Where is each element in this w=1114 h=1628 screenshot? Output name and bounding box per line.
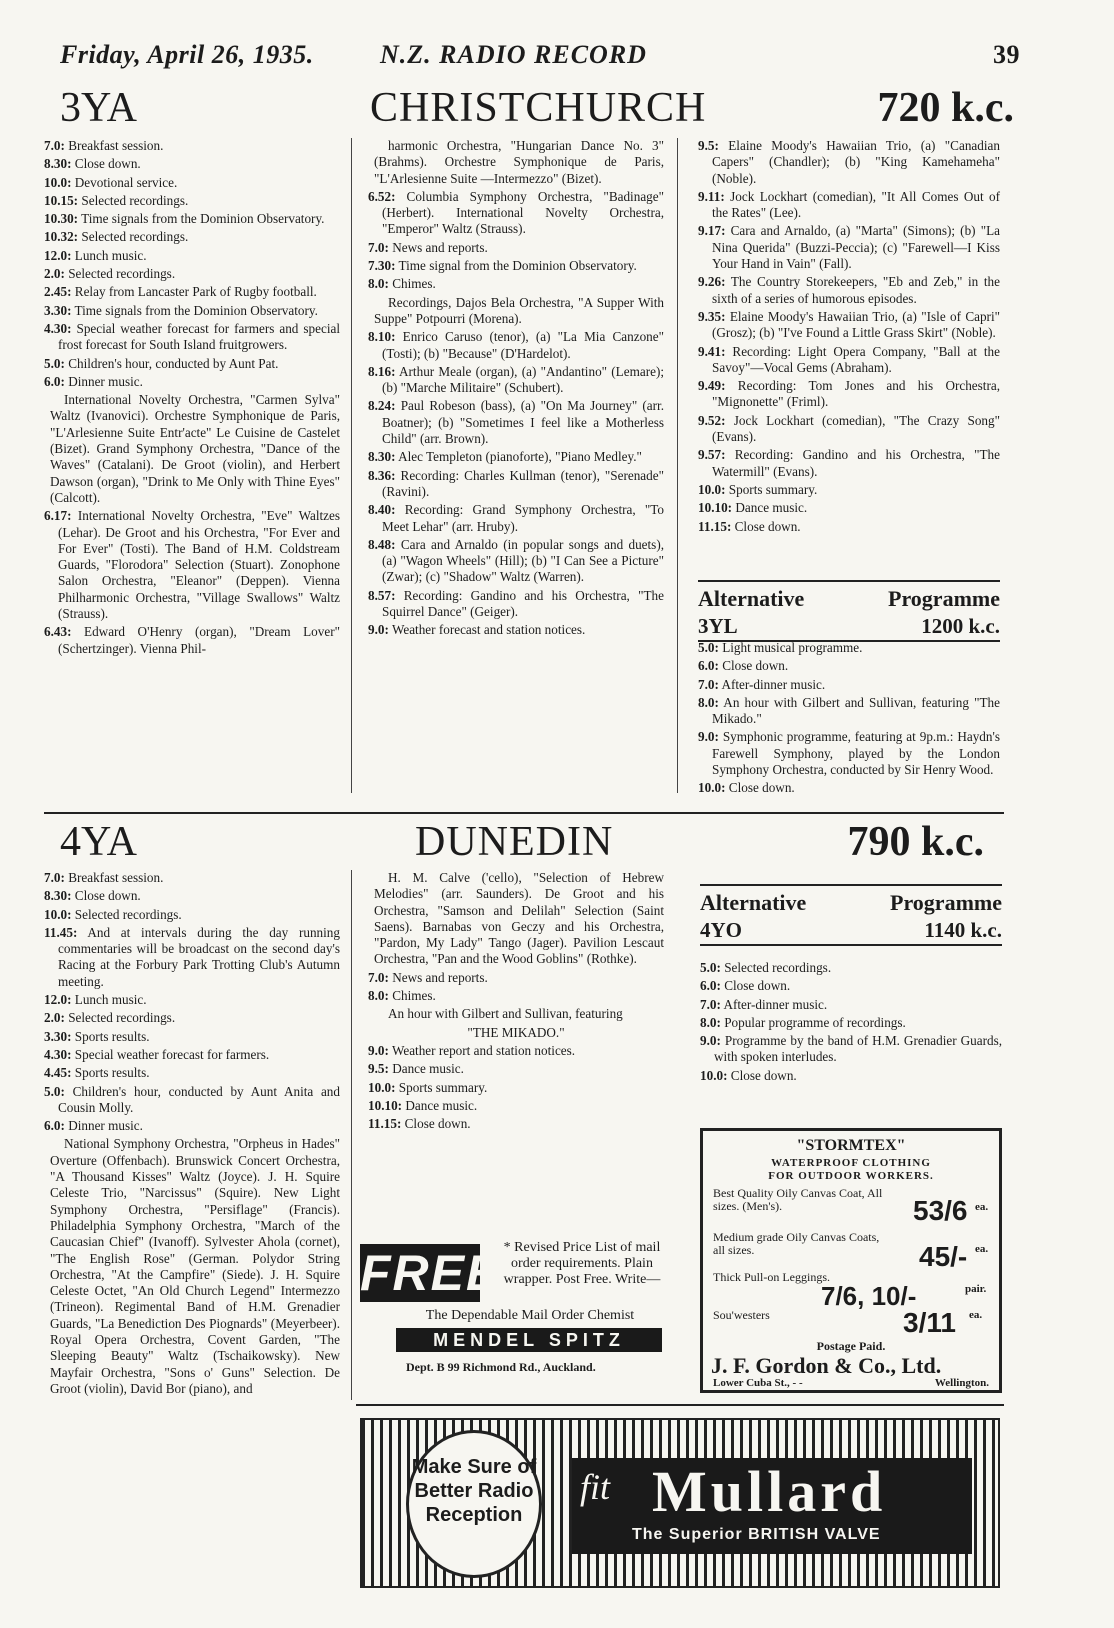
programme-text: Close down. bbox=[722, 658, 789, 674]
programme-time: 6.52: bbox=[368, 188, 396, 204]
programme-text: An hour with Gilbert and Sullivan, featuring "The Mikado." bbox=[712, 694, 1001, 727]
station-frequency: 720 k.c. bbox=[877, 85, 1014, 131]
ad-mullard-slogan: Make Sure of Better Radio Reception bbox=[406, 1430, 542, 1578]
programme-entry bbox=[368, 329, 664, 362]
programme-text: Close down. bbox=[724, 978, 791, 994]
programme-time: 7.30: bbox=[368, 258, 396, 274]
programme-text: After-dinner music. bbox=[721, 676, 826, 692]
programme-entry bbox=[44, 888, 340, 904]
programme-text: News and reports. bbox=[392, 239, 488, 255]
station-call-sign: 3YA bbox=[60, 85, 138, 131]
programme-entry bbox=[44, 1010, 340, 1026]
programme-text: Close down. bbox=[74, 156, 141, 172]
programme-text: Elaine Moody's Hawaiian Trio, (a) "Canadian Capers" (Chandler); (b) "King Kamehameha" (Noble). bbox=[712, 138, 1000, 186]
programme-text: Enrico Caruso (tenor), (a) "La Mia Canzone" (Tosti); (b) "Because" (D'Hardelot). bbox=[382, 329, 664, 361]
programme-time: 2.0: bbox=[44, 1010, 65, 1026]
programme-time: 9.0: bbox=[698, 729, 719, 745]
programme-time: 8.0: bbox=[368, 276, 389, 292]
programme-entry bbox=[698, 223, 1000, 272]
programme-entry bbox=[44, 248, 340, 264]
programme-text: Chimes. bbox=[392, 988, 436, 1004]
programme-entry bbox=[700, 978, 1002, 994]
programme-text: Dinner music. bbox=[68, 373, 143, 389]
programme-text: Selected recordings. bbox=[68, 1010, 176, 1026]
programme-time: 8.40: bbox=[368, 502, 396, 518]
alternative-call-sign: 4YO bbox=[700, 918, 742, 942]
programme-column-3yl bbox=[698, 640, 1000, 799]
programme-entry bbox=[698, 344, 1000, 377]
programme-text: Selected recordings. bbox=[81, 192, 189, 208]
programme-text: News and reports. bbox=[392, 969, 488, 985]
programme-text: Symphonic programme, featuring at 9p.m.: Haydn's Farewell Symphony, played by the London Symphony Orchestra, conducted by Sir Henry Wood. bbox=[712, 729, 1001, 778]
programme-entry bbox=[698, 378, 1000, 411]
programme-time: 12.0: bbox=[44, 992, 72, 1008]
programme-entry bbox=[44, 1136, 340, 1397]
programme-entry bbox=[368, 1043, 664, 1059]
programme-time: 9.35: bbox=[698, 308, 726, 324]
programme-text: Selected recordings. bbox=[74, 906, 182, 922]
programme-time: 4.45: bbox=[44, 1065, 72, 1081]
programme-text: Sports summary. bbox=[398, 1079, 488, 1095]
programme-text: Jock Lockhart (comedian), "The Crazy Song" (Evans). bbox=[712, 412, 1000, 445]
programme-entry bbox=[44, 1029, 340, 1045]
programme-entry bbox=[44, 624, 340, 657]
programme-time: 8.48: bbox=[368, 536, 396, 552]
programme-time: 11.45: bbox=[44, 924, 78, 940]
programme-entry bbox=[44, 907, 340, 923]
programme-entry bbox=[700, 960, 1002, 976]
programme-text: Devotional service. bbox=[74, 174, 178, 190]
programme-entry bbox=[368, 870, 664, 968]
programme-entry bbox=[44, 1118, 340, 1134]
programme-time: 2.0: bbox=[44, 266, 65, 282]
programme-entry bbox=[44, 392, 340, 506]
station-heading-3ya bbox=[0, 84, 1114, 136]
programme-text: International Novelty Orchestra, "Eve" Waltzes (Lehar). De Groot and his Orchestra, "For Ever and For Ever" (Tosti). The Band of H.M. Coldstream Guards, "Florodora" Selection (Stuart). Zonophone Salon Orchestra, "Eleanor" (Deppen). Vienna Philharmonic Orchestra, "Village Swallows" Waltz (Strauss). bbox=[58, 508, 341, 622]
programme-time: 9.0: bbox=[368, 622, 389, 638]
programme-entry bbox=[368, 240, 664, 256]
programme-time: 7.0: bbox=[698, 676, 719, 692]
programme-text: Time signals from the Dominion Observatory. bbox=[81, 211, 325, 227]
ad-subtitle: WATERPROOF CLOTHING bbox=[771, 1157, 931, 1169]
alternative-label: Alternative bbox=[698, 586, 805, 611]
programme-time: 10.0: bbox=[368, 1079, 396, 1095]
programme-entry bbox=[44, 156, 340, 172]
ad-price-unit: ea. bbox=[969, 1309, 983, 1321]
section-divider bbox=[356, 1404, 1004, 1406]
programme-text: National Symphony Orchestra, "Orpheus in Hades" Overture (Offenbach). Brunswick Concert Orchestra, "A Thousand Kisses" Waltz (Joyce). J. H. Squire Celeste Trio, "Narcissus" (Squire). New Light Symphony Orchestra, "Persiflage" (Francis). Philadelphia Symphony Orchestra, "March of the Caucasian Chief" (Ivanoff). Sylvester Ahola (cornet), "The English Rose" (German. Polydor String Orchestra, "At the Campfire" (Siede). J. H. Squire Celeste Octet, "An Old Church Legend" Intermezzo (Trineon). Regimental Band of H.M. Grenadier Guards, "La Benediction Des Piognards" (Meyerbeer). Royal Opera Orchestra, Covent Garden, "The Sleeping Beauty" Waltz (Tschaikowsky). New Mayfair Orchestra, "Sons o' Guns" Selection. De Groot (violin), David Bor (piano), and bbox=[50, 1136, 340, 1396]
programme-column-4ya-2 bbox=[368, 870, 664, 1134]
programme-entry bbox=[368, 364, 664, 397]
ad-price-unit: ea. bbox=[975, 1201, 989, 1213]
ad-postage: Postage Paid. bbox=[816, 1339, 886, 1353]
programme-time: 5.0: bbox=[44, 355, 65, 371]
programme-text: Lunch music. bbox=[74, 992, 147, 1008]
programme-entry bbox=[368, 398, 664, 447]
programme-time: 7.0: bbox=[700, 996, 721, 1012]
programme-time: 10.30: bbox=[44, 211, 79, 227]
programme-text: Close down. bbox=[404, 1116, 471, 1132]
column-divider bbox=[677, 138, 678, 793]
programme-time: 10.32: bbox=[44, 229, 79, 245]
column-divider bbox=[351, 138, 352, 793]
programme-text: Special weather forecast for farmers and special frost forecast for South Island fruitgrowers. bbox=[58, 320, 340, 353]
programme-text: harmonic Orchestra, "Hungarian Dance No. 3" (Brahms). Orchestre Symphonique de Paris, "L'Arlesienne Suite —Intermezzo" (Bizet). bbox=[374, 138, 664, 186]
programme-text: Dance music. bbox=[405, 1097, 478, 1113]
ad-mullard-logo: Mullard bbox=[652, 1459, 887, 1524]
programme-text: Edward O'Henry (organ), "Dream Lover" (Schertzinger). Vienna Phil- bbox=[58, 624, 340, 656]
programme-entry bbox=[700, 1015, 1002, 1031]
programme-text: Recording: Charles Kullman (tenor), "Serenade" (Ravini). bbox=[382, 467, 664, 499]
programme-text: Paul Robeson (bass), (a) "On Ma Journey" (arr. Boatner); (b) "Sometimes I feel like a Motherless Child" (arr. Brown). bbox=[382, 398, 665, 447]
ad-firm-name: J. F. Gordon & Co., Ltd. bbox=[711, 1353, 942, 1378]
programme-entry bbox=[698, 658, 1000, 674]
programme-text: Weather forecast and station notices. bbox=[391, 622, 586, 638]
programme-entry bbox=[698, 482, 1000, 498]
ad-free-address: Dept. B 99 Richmond Rd., Auckland. bbox=[406, 1360, 596, 1374]
programme-time: 9.41: bbox=[698, 343, 726, 359]
station-call-sign: 4YA bbox=[60, 819, 138, 865]
column-divider bbox=[351, 870, 352, 1400]
programme-text: Dinner music. bbox=[68, 1118, 143, 1134]
programme-entry bbox=[44, 992, 340, 1008]
programme-entry bbox=[368, 588, 664, 621]
programme-text: Close down. bbox=[730, 1067, 797, 1083]
stormtex-advertisement bbox=[700, 1128, 1002, 1393]
programme-text: Recording: Grand Symphony Orchestra, "To Meet Lehar" (arr. Hruby). bbox=[382, 502, 665, 534]
programme-text: International Novelty Orchestra, "Carmen Sylva" Waltz (Ivanovici). Orchestre Symphonique de Paris, "L'Arlesienne Suite Entr'acte" Le Cuisine de Castelet (Bizet). Grand Symphony Orchestra, "Dance of the Waves" (Catalani). De Groot (violin), and Herbert Dawson (organ), "Drink to Me Only with Thine Eyes" (Calcott). bbox=[50, 392, 340, 505]
programme-text: Close down. bbox=[74, 888, 141, 904]
programme-entry bbox=[368, 1061, 664, 1077]
programme-text: Recordings, Dajos Bela Orchestra, "A Supper With Suppe" Potpourri (Morena). bbox=[374, 294, 664, 326]
programme-text: Popular programme of recordings. bbox=[724, 1014, 906, 1030]
programme-entry bbox=[368, 537, 664, 586]
mendel-spitz-advertisement bbox=[356, 1236, 666, 1381]
programme-column-3ya-1 bbox=[44, 138, 340, 659]
programme-entry bbox=[368, 622, 664, 638]
programme-entry bbox=[698, 274, 1000, 307]
programme-text: Time signal from the Dominion Observatory. bbox=[398, 258, 637, 274]
ad-city: Wellington. bbox=[934, 1377, 989, 1389]
ad-price: 7/6, 10/- bbox=[821, 1281, 917, 1311]
programme-text: Cara and Arnaldo, (a) "Marta" (Simons); (b) "La Nina Querida" (Buzzi-Peccia); (c) "Farewell—I Kiss Your Hand in Vain" (Fall). bbox=[712, 223, 1000, 272]
programme-entry bbox=[368, 1080, 664, 1096]
ad-item: Best Quality Oily Canvas Coat, All sizes. (Men's). bbox=[713, 1186, 883, 1213]
ad-address: Lower Cuba St., - - bbox=[713, 1377, 803, 1389]
programme-time: 10.0: bbox=[698, 780, 726, 796]
programme-text: Light musical programme. bbox=[722, 640, 863, 655]
programme-entry bbox=[698, 640, 1000, 656]
programme-time: 6.17: bbox=[44, 508, 72, 524]
alternative-programme-4yo bbox=[700, 884, 1002, 946]
alternative-call-sign: 3YL bbox=[698, 614, 738, 638]
alternative-programme-3yl bbox=[698, 580, 1000, 642]
programme-entry bbox=[698, 500, 1000, 516]
programme-text: Time signals from the Dominion Observatory. bbox=[74, 302, 318, 318]
programme-time: 8.0: bbox=[700, 1014, 721, 1030]
programme-text: Sports results. bbox=[74, 1065, 150, 1081]
programme-time: 5.0: bbox=[700, 960, 721, 975]
alternative-frequency: 1200 k.c. bbox=[921, 614, 1000, 638]
programme-entry bbox=[700, 1068, 1002, 1084]
programme-time: 6.0: bbox=[44, 1118, 65, 1134]
programme-entry bbox=[368, 1116, 664, 1132]
programme-time: 9.26: bbox=[698, 274, 726, 290]
programme-time: 5.0: bbox=[44, 1083, 65, 1099]
page-header bbox=[60, 40, 1020, 74]
programme-entry bbox=[44, 1047, 340, 1063]
programme-text: Sports summary. bbox=[728, 481, 818, 497]
ad-title: "STORMTEX" bbox=[796, 1137, 906, 1154]
programme-entry bbox=[368, 502, 664, 535]
programme-time: 8.16: bbox=[368, 363, 396, 379]
programme-time: 8.57: bbox=[368, 587, 396, 603]
programme-time: 6.0: bbox=[700, 978, 721, 994]
programme-entry bbox=[44, 193, 340, 209]
programme-entry bbox=[44, 321, 340, 354]
programme-time: 12.0: bbox=[44, 247, 72, 263]
programme-text: The Country Storekeepers, "Eb and Zeb," in the sixth of a series of humorous episodes. bbox=[712, 274, 1000, 306]
programme-text: Dance music. bbox=[735, 500, 808, 516]
ad-price: 53/6 bbox=[913, 1195, 968, 1226]
programme-column-3ya-2 bbox=[368, 138, 664, 641]
programme-text: Close down. bbox=[734, 518, 801, 534]
ad-mullard-brand-panel bbox=[572, 1458, 972, 1554]
programme-time: 9.17: bbox=[698, 223, 726, 239]
programme-time: 6.43: bbox=[44, 624, 72, 640]
page-number: 39 bbox=[993, 40, 1020, 69]
programme-entry bbox=[44, 870, 340, 886]
station-frequency: 790 k.c. bbox=[847, 819, 984, 865]
ad-free-headline: FREE! bbox=[360, 1245, 520, 1301]
programme-entry bbox=[698, 138, 1000, 187]
programme-entry bbox=[368, 258, 664, 274]
programme-text: And at intervals during the day running commentaries will be broadcast on the second day's Racing at the Forbury Park Trotting Club's Autumn meeting. bbox=[58, 924, 340, 989]
programme-entry bbox=[44, 1065, 340, 1081]
programme-time: 7.0: bbox=[368, 239, 389, 255]
ad-free-brand: MENDEL SPITZ bbox=[396, 1328, 662, 1352]
programme-text: Programme by the band of H.M. Grenadier Guards, with spoken interludes. bbox=[714, 1033, 1003, 1065]
programme-column-4yo bbox=[700, 960, 1002, 1086]
ad-price: 45/- bbox=[919, 1241, 968, 1272]
programme-text: Recording: Gandino and his Orchestra, "The Squirrel Dance" (Geiger). bbox=[382, 587, 665, 620]
programme-entry bbox=[44, 284, 340, 300]
ad-mullard-tagline: The Superior BRITISH VALVE bbox=[632, 1526, 881, 1543]
programme-time: 2.45: bbox=[44, 284, 72, 300]
programme-text: Elaine Moody's Hawaiian Trio, (a) "Isle of Capri" (Grosz); (b) "I've Found a Little Grass Skirt" (Noble). bbox=[712, 308, 1000, 341]
programme-text: Columbia Symphony Orchestra, "Badinage" (Herbert). International Novelty Orchestra, "Emperor" Waltz (Strauss). bbox=[382, 188, 665, 237]
programme-entry bbox=[44, 374, 340, 390]
programme-text: After-dinner music. bbox=[723, 996, 828, 1012]
section-divider bbox=[44, 812, 1004, 814]
programme-time: 10.15: bbox=[44, 192, 79, 208]
station-heading-4ya bbox=[0, 818, 1114, 870]
programme-time: 9.57: bbox=[698, 447, 726, 463]
programme-entry bbox=[368, 1006, 664, 1022]
programme-entry bbox=[44, 138, 340, 154]
programme-time: 8.30: bbox=[44, 156, 72, 172]
alternative-label: Alternative bbox=[700, 890, 807, 915]
programme-time: 7.0: bbox=[44, 138, 65, 153]
ad-item: Thick Pull-on Leggings. bbox=[713, 1270, 830, 1284]
programme-time: 10.0: bbox=[698, 481, 726, 497]
programme-text: Sports results. bbox=[74, 1028, 150, 1044]
programme-text: Recording: Tom Jones and his Orchestra, "Mignonette" (Friml). bbox=[712, 378, 1000, 410]
programme-time: 8.36: bbox=[368, 467, 396, 483]
programme-entry bbox=[698, 413, 1000, 446]
programme-text: Breakfast session. bbox=[68, 138, 164, 153]
programme-text: Children's hour, conducted by Aunt Pat. bbox=[68, 355, 279, 371]
programme-time: 8.0: bbox=[368, 988, 389, 1004]
programme-entry bbox=[44, 211, 340, 227]
programme-time: 10.10: bbox=[698, 500, 733, 516]
programme-text: Cara and Arnaldo (in popular songs and duets), (a) "Wagon Wheels" (Hill); (b) "I Can See a Picture" (Zwar); (c) "Shadow" Waltz (Warren). bbox=[382, 536, 665, 585]
programme-text: Jock Lockhart (comedian), "It All Comes Out of the Rates" (Lee). bbox=[712, 188, 1001, 221]
programme-time: 8.30: bbox=[368, 449, 396, 465]
ad-free-chemist: The Dependable Mail Order Chemist bbox=[425, 1308, 635, 1323]
issue-date: Friday, April 26, 1935. bbox=[60, 40, 314, 69]
ad-subtitle: FOR OUTDOOR WORKERS. bbox=[768, 1170, 934, 1182]
programme-entry bbox=[44, 175, 340, 191]
programme-time: 11.15: bbox=[698, 518, 732, 534]
programme-text: Selected recordings. bbox=[724, 960, 832, 975]
programme-entry bbox=[698, 447, 1000, 480]
programme-entry bbox=[44, 508, 340, 622]
programme-time: 7.0: bbox=[368, 969, 389, 985]
programme-label: Programme bbox=[890, 890, 1002, 915]
alternative-frequency: 1140 k.c. bbox=[924, 918, 1002, 942]
programme-entry bbox=[368, 189, 664, 238]
programme-text: Lunch music. bbox=[74, 247, 147, 263]
programme-time: 4.30: bbox=[44, 1046, 72, 1062]
programme-entry bbox=[698, 519, 1000, 535]
programme-entry bbox=[698, 695, 1000, 728]
programme-time: 3.30: bbox=[44, 302, 72, 318]
programme-time: 5.0: bbox=[698, 640, 719, 655]
programme-time: 9.11: bbox=[698, 188, 725, 204]
programme-time: 6.0: bbox=[44, 373, 65, 389]
programme-entry bbox=[698, 189, 1000, 222]
station-city: DUNEDIN bbox=[415, 819, 614, 865]
mullard-advertisement bbox=[360, 1418, 1000, 1588]
programme-column-4ya-1 bbox=[44, 870, 340, 1399]
programme-text: Weather report and station notices. bbox=[391, 1042, 576, 1058]
programme-time: 10.0: bbox=[44, 174, 72, 190]
programme-text: Selected recordings. bbox=[81, 229, 189, 245]
programme-entry bbox=[698, 729, 1000, 778]
programme-entry bbox=[368, 138, 664, 187]
ad-price-unit: ea. bbox=[975, 1243, 989, 1255]
programme-entry bbox=[368, 970, 664, 986]
programme-entry bbox=[368, 468, 664, 501]
publication-title: N.Z. RADIO RECORD bbox=[380, 40, 647, 69]
programme-time: 3.30: bbox=[44, 1028, 72, 1044]
programme-entry bbox=[368, 1098, 664, 1114]
programme-entry bbox=[44, 1084, 340, 1117]
programme-entry bbox=[44, 925, 340, 990]
programme-time: 7.0: bbox=[44, 870, 65, 885]
programme-text: "THE MIKADO." bbox=[467, 1024, 565, 1040]
programme-text: Arthur Meale (organ), (a) "Andantino" (Lemare); (b) "Marche Militaire" (Schubert). bbox=[382, 363, 665, 396]
programme-time: 4.30: bbox=[44, 320, 72, 336]
ad-mullard-fit: fit bbox=[580, 1467, 611, 1507]
programme-text: Dance music. bbox=[392, 1061, 464, 1077]
programme-time: 9.5: bbox=[368, 1061, 389, 1077]
programme-time: 9.5: bbox=[698, 138, 719, 153]
programme-entry bbox=[44, 356, 340, 372]
programme-entry bbox=[698, 780, 1000, 796]
programme-text: Children's hour, conducted by Aunt Anita and Cousin Molly. bbox=[58, 1083, 340, 1115]
programme-text: Relay from Lancaster Park of Rugby football. bbox=[74, 284, 317, 300]
programme-entry bbox=[368, 988, 664, 1004]
programme-time: 10.0: bbox=[44, 906, 72, 922]
programme-time: 8.10: bbox=[368, 329, 396, 345]
programme-time: 8.30: bbox=[44, 888, 72, 904]
programme-entry bbox=[368, 1025, 664, 1041]
station-city: CHRISTCHURCH bbox=[370, 85, 707, 131]
ad-price: 3/11 bbox=[903, 1307, 956, 1338]
programme-entry bbox=[368, 449, 664, 465]
programme-entry bbox=[700, 1033, 1002, 1066]
programme-entry bbox=[700, 997, 1002, 1013]
programme-entry bbox=[368, 276, 664, 292]
programme-entry bbox=[44, 303, 340, 319]
programme-time: 9.0: bbox=[368, 1042, 389, 1058]
programme-entry bbox=[44, 229, 340, 245]
programme-time: 11.15: bbox=[368, 1116, 402, 1132]
programme-time: 9.49: bbox=[698, 378, 726, 394]
programme-time: 6.0: bbox=[698, 658, 719, 674]
programme-text: Special weather forecast for farmers. bbox=[74, 1046, 270, 1062]
programme-text: Selected recordings. bbox=[68, 266, 176, 282]
programme-time: 8.0: bbox=[698, 694, 719, 710]
programme-entry bbox=[698, 677, 1000, 693]
ad-price-unit: pair. bbox=[965, 1283, 987, 1295]
programme-text: Close down. bbox=[728, 780, 795, 796]
ad-item: Medium grade Oily Canvas Coats, all sizes. bbox=[713, 1230, 880, 1257]
programme-text: An hour with Gilbert and Sullivan, featuring bbox=[388, 1006, 623, 1022]
programme-time: 9.0: bbox=[700, 1033, 721, 1049]
programme-text: Chimes. bbox=[392, 276, 436, 292]
programme-text: Recording: Gandino and his Orchestra, "The Watermill" (Evans). bbox=[712, 447, 1001, 479]
programme-text: Recording: Light Opera Company, "Ball at the Savoy"—Vocal Gems (Abraham). bbox=[712, 343, 1001, 375]
programme-time: 10.0: bbox=[700, 1067, 728, 1083]
programme-time: 9.52: bbox=[698, 412, 726, 428]
programme-text: Breakfast session. bbox=[68, 870, 164, 885]
programme-entry bbox=[368, 295, 664, 328]
ad-free-text: * Revised Price List of mail order requirements. Plain wrapper. Post Free. Write— bbox=[503, 1240, 661, 1287]
programme-entry bbox=[698, 309, 1000, 342]
programme-entry bbox=[44, 266, 340, 282]
programme-time: 8.24: bbox=[368, 398, 396, 414]
programme-time: 10.10: bbox=[368, 1097, 403, 1113]
programme-text: Alec Templeton (pianoforte), "Piano Medley." bbox=[398, 449, 642, 465]
programme-text: H. M. Calve ('cello), "Selection of Hebrew Melodies" (arr. Saunders). De Groot and his Orchestra, "Samson and Delilah" Selection (Saint Saens). Barnabas von Geczy and his Orchestra, "Pardon, My Lady" Tango (Jager). Pavilion Lescaut Orchestra, "Pan and the Wood Goblins" (Rothke). bbox=[374, 870, 664, 967]
programme-column-3ya-3 bbox=[698, 138, 1000, 537]
ad-item: Sou'westers bbox=[713, 1308, 770, 1322]
programme-label: Programme bbox=[888, 586, 1000, 611]
